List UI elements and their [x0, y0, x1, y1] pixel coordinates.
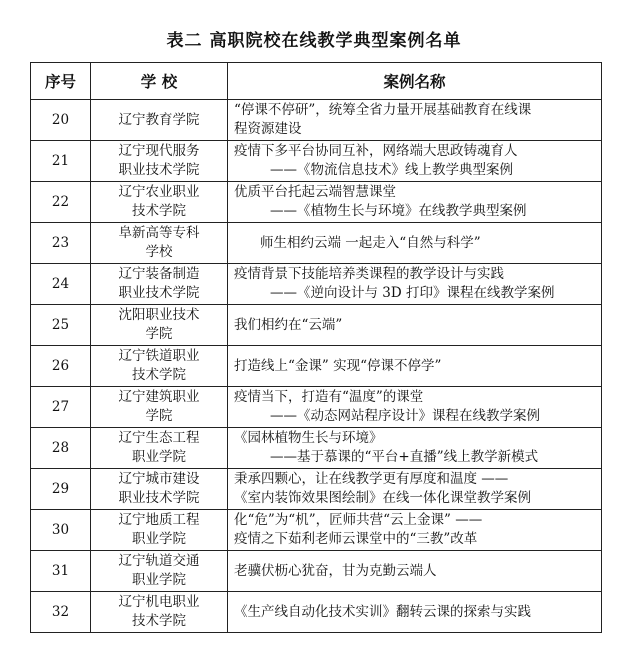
- case-name: [228, 264, 602, 305]
- school-name-line: 辽宁教育学院: [118, 111, 200, 128]
- school-name-line: 职业技术学院: [118, 490, 200, 506]
- school-name: [91, 469, 228, 510]
- case-name-line: 秉承四颗心，让在线教学更有厚度和温度 ——: [234, 471, 509, 487]
- school-name: [91, 592, 228, 633]
- school-name-line: 辽宁农业职业: [118, 184, 200, 200]
- school-name-line: 职业技术学院: [118, 285, 200, 301]
- row-number: 29: [31, 469, 91, 510]
- case-name: [228, 223, 602, 264]
- case-name: [228, 141, 602, 182]
- case-name-line: 《园林植物生长与环境》: [234, 430, 383, 446]
- row-number: 28: [31, 428, 91, 469]
- case-name-line: 打造线上“金课” 实现“停课不停学”: [234, 357, 442, 374]
- school-name-line: 辽宁现代服务: [118, 143, 200, 159]
- school-name: [91, 305, 228, 346]
- school-name-line: 技术学院: [132, 203, 186, 219]
- table-row: [31, 346, 602, 387]
- case-name-line: 疫情下多平台协同互补，网络端大思政铸魂育人: [234, 143, 518, 159]
- table-row: [31, 305, 602, 346]
- row-number: 21: [31, 141, 91, 182]
- header-num: 序号: [31, 63, 91, 100]
- school-name-line: 技术学院: [132, 367, 186, 383]
- page-title: 表二 高职院校在线教学典型案例名单: [166, 31, 462, 51]
- table-row: [31, 469, 602, 510]
- table-row: [31, 141, 602, 182]
- row-number: 27: [31, 387, 91, 428]
- school-name-line: 辽宁建筑职业: [118, 389, 200, 405]
- school-name-line: 辽宁铁道职业: [118, 348, 200, 364]
- header-case: 案例名称: [228, 63, 602, 100]
- case-name-line: 优质平台托起云端智慧课堂: [234, 184, 396, 200]
- case-name-line: 程资源建设: [234, 121, 302, 137]
- school-name-line: 辽宁装备制造: [118, 266, 200, 282]
- row-number: 25: [31, 305, 91, 346]
- school-name-line: 沈阳职业技术: [118, 307, 200, 323]
- school-name-line: 辽宁生态工程: [118, 430, 200, 446]
- case-name: [228, 551, 602, 592]
- case-name-line: 我们相约在“云端”: [234, 316, 343, 333]
- school-name-line: 职业学院: [132, 572, 186, 588]
- table-row: [31, 100, 602, 141]
- school-name-line: 技术学院: [132, 613, 186, 629]
- case-name-line: ——基于慕课的“平台+直播”线上教学新模式: [270, 449, 539, 465]
- table-header-row: [31, 63, 602, 100]
- case-name-line: 《室内装饰效果图绘制》在线一体化课堂教学案例: [234, 490, 531, 506]
- table-row: [31, 510, 602, 551]
- case-name-line: ——《逆向设计与 3D 打印》课程在线教学案例: [270, 285, 555, 301]
- case-name: [228, 346, 602, 387]
- case-name: [228, 428, 602, 469]
- header-school: 学 校: [91, 63, 228, 100]
- case-name: [228, 305, 602, 346]
- table-row: [31, 264, 602, 305]
- case-name-line: ——《物流信息技术》线上教学典型案例: [270, 162, 513, 178]
- school-name-line: 学校: [145, 244, 173, 260]
- table-row: [31, 551, 602, 592]
- case-name-line: “停课不停研”，统筹全省力量开展基础教育在线课: [234, 102, 532, 118]
- school-name: [91, 387, 228, 428]
- school-name: [91, 346, 228, 387]
- school-name: [91, 141, 228, 182]
- case-name: [228, 100, 602, 141]
- row-number: 32: [31, 592, 91, 633]
- school-name: [91, 182, 228, 223]
- school-name: [91, 510, 228, 551]
- table-row: [31, 387, 602, 428]
- case-name-line: 疫情之下茹利老师云课堂中的“三教”改革: [234, 531, 478, 547]
- school-name-line: 辽宁地质工程: [118, 512, 200, 528]
- row-number: 30: [31, 510, 91, 551]
- school-name-line: 辽宁城市建设: [118, 471, 200, 487]
- school-name: [91, 551, 228, 592]
- school-name-line: 学院: [145, 326, 173, 342]
- school-name-line: 职业学院: [132, 531, 186, 547]
- row-number: 24: [31, 264, 91, 305]
- school-name-line: 辽宁轨道交通: [118, 553, 200, 569]
- case-name: [228, 469, 602, 510]
- table-row: [31, 182, 602, 223]
- school-name-line: 学院: [145, 408, 173, 424]
- case-table: [30, 62, 602, 633]
- row-number: 31: [31, 551, 91, 592]
- case-name: [228, 182, 602, 223]
- school-name: [91, 223, 228, 264]
- case-name-line: 师生相约云端 一起走入“自然与科学”: [260, 234, 481, 251]
- school-name: [91, 264, 228, 305]
- school-name-line: 职业学院: [132, 449, 186, 465]
- row-number: 23: [31, 223, 91, 264]
- case-name: [228, 387, 602, 428]
- table-row: [31, 223, 602, 264]
- school-name-line: 阜新高等专科: [118, 225, 200, 241]
- row-number: 22: [31, 182, 91, 223]
- table-row: [31, 428, 602, 469]
- school-name-line: 辽宁机电职业: [118, 594, 200, 610]
- case-name-line: 疫情当下，打造有“温度”的课堂: [234, 389, 424, 405]
- case-name-line: 疫情背景下技能培养类课程的教学设计与实践: [234, 266, 504, 282]
- row-number: 20: [31, 100, 91, 141]
- case-name-line: ——《动态网站程序设计》课程在线教学案例: [270, 408, 540, 424]
- table-body: [31, 100, 602, 633]
- case-name: [228, 592, 602, 633]
- table-row: [31, 592, 602, 633]
- row-number: 26: [31, 346, 91, 387]
- case-name-line: 化“危”为“机”，匠师共营“云上金课” ——: [234, 512, 483, 528]
- school-name-line: 职业技术学院: [118, 162, 200, 178]
- case-name-line: 《生产线自动化技术实训》翻转云课的探索与实践: [234, 603, 531, 620]
- school-name: [91, 100, 228, 141]
- school-name: [91, 428, 228, 469]
- case-name-line: ——《植物生长与环境》在线教学典型案例: [270, 203, 527, 219]
- case-name-line: 老骥伏枥心犹奋，甘为克勤云端人: [234, 562, 437, 579]
- case-name: [228, 510, 602, 551]
